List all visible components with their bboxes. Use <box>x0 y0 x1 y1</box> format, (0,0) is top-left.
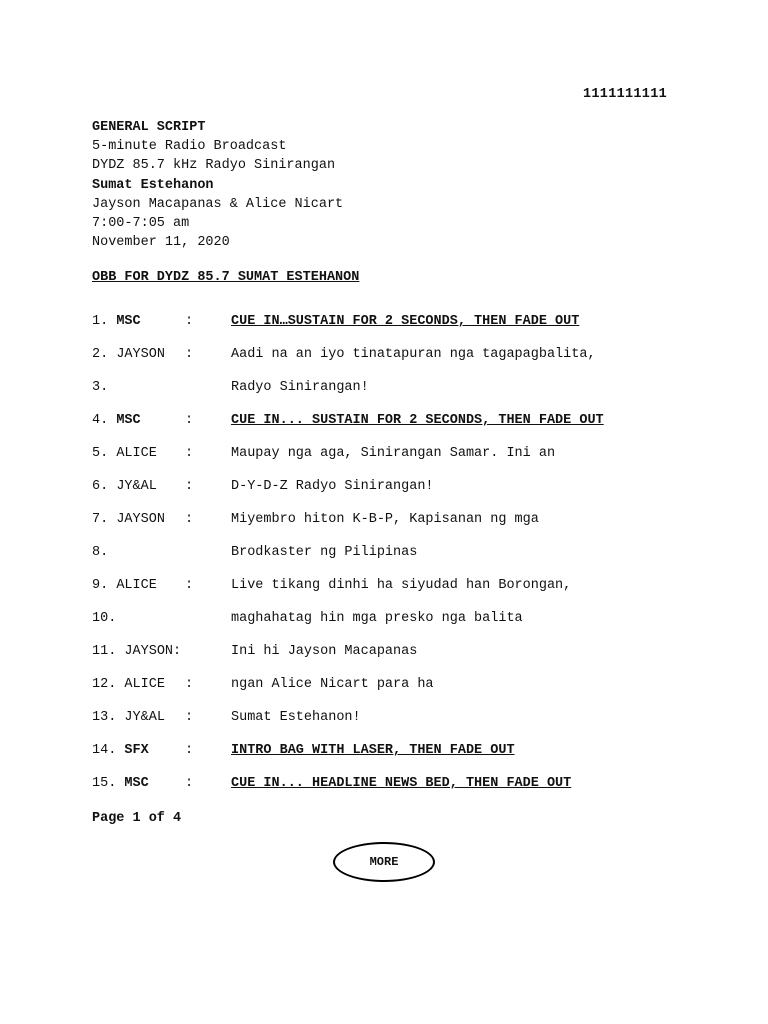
line-text: CUE IN... HEADLINE NEWS BED, THEN FADE OUT <box>231 776 572 791</box>
line-number: 11. <box>92 644 117 659</box>
line-colon: : <box>185 314 194 329</box>
line-text: Maupay nga aga, Sinirangan Samar. Ini an <box>231 446 556 461</box>
line-number: 6. <box>92 479 109 494</box>
script-line <box>92 413 712 446</box>
line-number: 1. <box>92 314 109 329</box>
line-text: CUE IN... SUSTAIN FOR 2 SECONDS, THEN FADE OUT <box>231 413 604 428</box>
line-text: D-Y-D-Z Radyo Sinirangan! <box>231 479 434 494</box>
script-line <box>92 446 712 479</box>
line-text: Ini hi Jayson Macapanas <box>231 644 418 659</box>
line-number: 12. <box>92 677 117 692</box>
script-line <box>92 578 712 611</box>
program-name: Sumat Estehanon <box>92 177 214 193</box>
script-line <box>92 347 712 380</box>
line-number: 13. <box>92 710 117 725</box>
line-number: 14. <box>92 743 117 758</box>
script-line <box>92 776 712 809</box>
line-speaker: SFX <box>124 743 149 758</box>
line-number: 8. <box>92 545 109 560</box>
line-colon: : <box>185 578 194 593</box>
line-text: Live tikang dinhi ha siyudad han Borongan, <box>231 578 572 593</box>
line-speaker: MSC <box>116 413 141 428</box>
station-name: DYDZ 85.7 kHz Radyo Sinirangan <box>92 158 336 174</box>
broadcast-length: 5-minute Radio Broadcast <box>92 139 287 155</box>
line-colon: : <box>185 743 194 758</box>
script-line <box>92 380 712 413</box>
line-number: 15. <box>92 776 117 791</box>
line-text: INTRO BAG WITH LASER, THEN FADE OUT <box>231 743 515 758</box>
line-number: 10. <box>92 611 117 626</box>
line-text: Sumat Estehanon! <box>231 710 361 725</box>
script-line <box>92 512 712 545</box>
line-colon: : <box>185 347 194 362</box>
line-text: Miyembro hiton K-B-P, Kapisanan ng mga <box>231 512 539 527</box>
line-speaker: ALICE <box>124 677 165 692</box>
page-number: 1111111111 <box>583 87 668 102</box>
line-colon: : <box>185 479 194 494</box>
script-type: GENERAL SCRIPT <box>92 120 206 135</box>
script-line <box>92 545 712 578</box>
script-line <box>92 710 712 743</box>
anchors: Jayson Macapanas & Alice Nicart <box>92 196 344 212</box>
obb-title: OBB FOR DYDZ 85.7 SUMAT ESTEHANON <box>92 270 360 285</box>
line-speaker: ALICE <box>116 578 157 593</box>
line-speaker: ALICE <box>116 446 157 461</box>
script-line <box>92 611 712 644</box>
line-number: 2. <box>92 347 109 362</box>
line-number: 7. <box>92 512 109 527</box>
line-colon: : <box>185 512 194 527</box>
line-speaker: JAYSON <box>116 347 165 362</box>
line-speaker: MSC <box>124 776 149 791</box>
line-speaker: JAYSON: <box>124 644 182 659</box>
more-button[interactable]: MORE <box>333 842 435 882</box>
line-number: 3. <box>92 380 109 395</box>
time-slot: 7:00-7:05 am <box>92 216 190 232</box>
line-colon: : <box>185 776 194 791</box>
line-text: ngan Alice Nicart para ha <box>231 677 434 692</box>
line-text: Brodkaster ng Pilipinas <box>231 545 418 560</box>
line-colon: : <box>185 677 194 692</box>
line-text: CUE IN…SUSTAIN FOR 2 SECONDS, THEN FADE OUT <box>231 314 580 329</box>
line-speaker: JY&AL <box>124 710 165 725</box>
script-line <box>92 479 712 512</box>
script-line <box>92 644 712 677</box>
script-line <box>92 314 712 347</box>
line-colon: : <box>185 446 194 461</box>
line-text: maghahatag hin mga presko nga balita <box>231 611 523 626</box>
script-header <box>92 118 343 252</box>
line-number: 4. <box>92 413 109 428</box>
line-number: 5. <box>92 446 109 461</box>
script-line <box>92 677 712 710</box>
line-number: 9. <box>92 578 109 593</box>
line-speaker: JAYSON <box>116 512 165 527</box>
line-text: Aadi na an iyo tinatapuran nga tagapagbalita, <box>231 347 596 362</box>
page-footer: Page 1 of 4 <box>92 811 182 826</box>
script-lines <box>92 314 712 809</box>
line-speaker: MSC <box>116 314 141 329</box>
script-line <box>92 743 712 776</box>
line-speaker: JY&AL <box>116 479 157 494</box>
line-colon: : <box>185 413 194 428</box>
line-colon: : <box>185 710 194 725</box>
line-text: Radyo Sinirangan! <box>231 380 369 395</box>
broadcast-date: November 11, 2020 <box>92 235 230 251</box>
